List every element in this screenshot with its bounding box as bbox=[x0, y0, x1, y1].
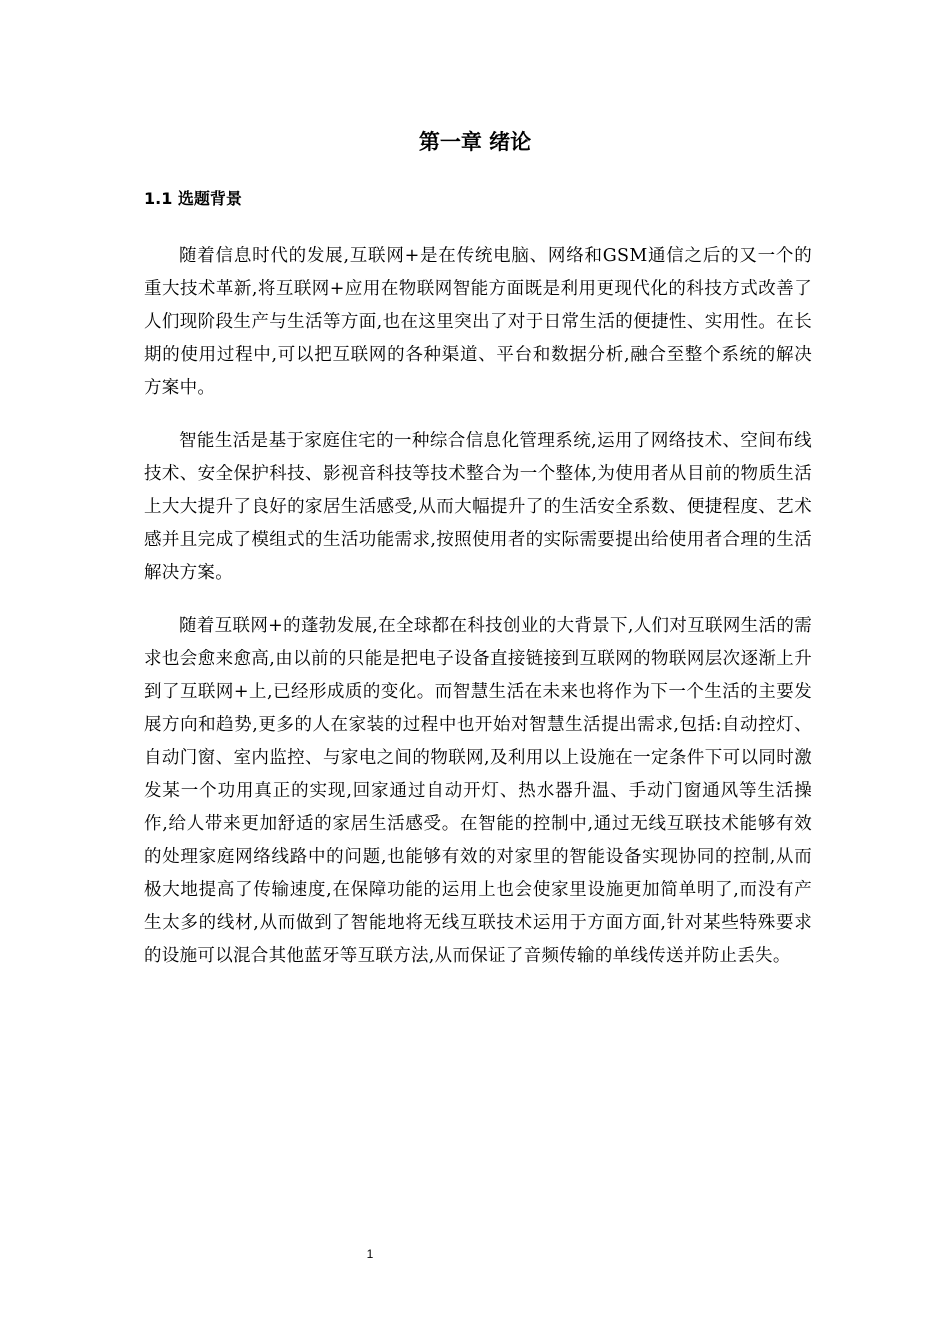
paragraph-1: 随着信息时代的发展,互联网+是在传统电脑、网络和GSM通信之后的又一个的重大技术革新,将互联网+应用在物联网智能方面既是利用更现代化的科技方式改善了人们现阶段生产与生活等方面,也在这里突出了对于日常生活的便捷性、实用性。在长期的使用过程中,可以把互联网的各种渠道、平台和数据分析,融合至整个系统的解决方案中。 bbox=[144, 246, 812, 398]
section-title: 1.1 选题背景 bbox=[144, 189, 242, 208]
paragraph-2: 智能生活是基于家庭住宅的一种综合信息化管理系统,运用了网络技术、空间布线技术、安全保护科技、影视音科技等技术整合为一个整体,为使用者从目前的物质生活上大大提升了良好的家居生活感受,从而大幅提升了的生活安全系数、便捷程度、艺术感并且完成了模组式的生活功能需求,按照使用者的实际需要提出给使用者合理的生活解决方案。 bbox=[144, 431, 812, 583]
paragraph-3: 随着互联网+的蓬勃发展,在全球都在科技创业的大背景下,人们对互联网生活的需求也会愈来愈高,由以前的只能是把电子设备直接链接到互联网的物联网层次逐渐上升到了互联网+上,已经形成质的变化。而智慧生活在未来也将作为下一个生活的主要发展方向和趋势,更多的人在家装的过程中也开始对智慧生活提出需求,包括:自动控灯、自动门窗、室内监控、与家电之间的物联网,及利用以上设施在一定条件下可以同时激发某一个功用真正的实现,回家通过自动开灯、热水器升温、手动门窗通风等生活操作,给人带来更加舒适的家居生活感受。在智能的控制中,通过无线互联技术能够有效的处理家庭网络线路中的问题,也能够有效的对家里的智能设备实现协同的控制,从而极大地提高了传输速度,在保障功能的运用上也会使家里设施更加简单明了,而没有产生太多的线材,从而做到了智能地将无线互联技术运用于方面方面,针对某些特殊要求的设施可以混合其他蓝牙等互联方法,从而保证了音频传输的单线传送并防止丢失。 bbox=[144, 616, 812, 966]
body-text bbox=[144, 240, 812, 993]
chapter-title: 第一章 绪论 bbox=[418, 130, 532, 154]
page-number: 1 bbox=[366, 1247, 374, 1261]
